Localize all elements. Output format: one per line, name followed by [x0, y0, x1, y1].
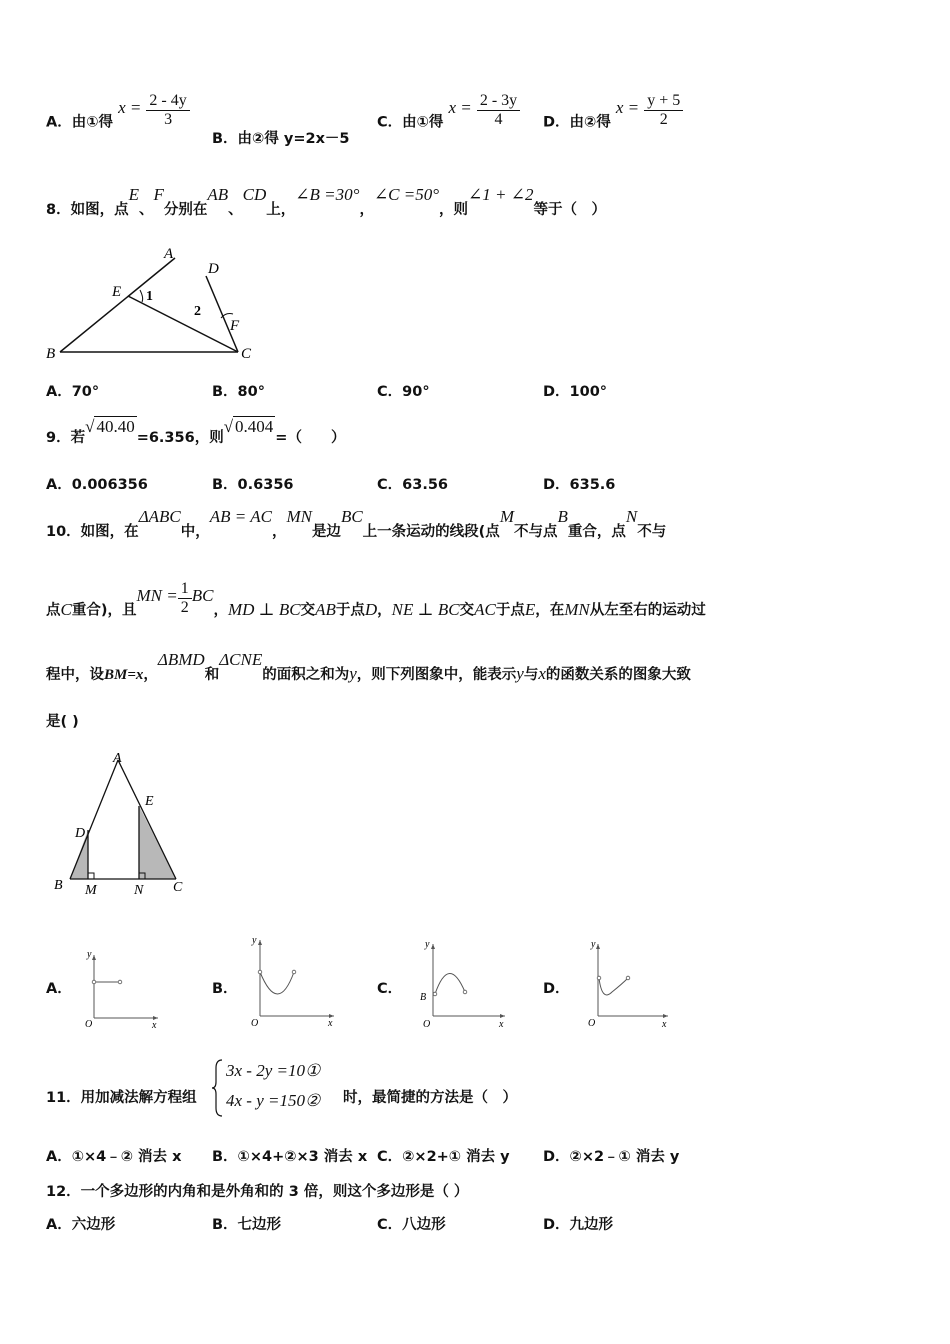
svg-text:O: O — [251, 1018, 259, 1029]
q8-option-a[interactable]: A．70° — [46, 384, 100, 400]
q10-label-d: D — [75, 826, 86, 841]
q12-option-a[interactable]: A．六边形 — [46, 1217, 116, 1233]
q12-option-d[interactable]: D．九边形 — [543, 1217, 614, 1233]
q7-a-fraction: $\frac{2 - 4y}{3}$ — [146, 92, 189, 129]
q12-option-c[interactable]: C．八边形 — [377, 1217, 446, 1233]
svg-text:x: x — [152, 1020, 157, 1031]
q10-label-e: E — [145, 794, 154, 809]
q8-label-1: 1 — [146, 289, 153, 304]
svg-text:O: O — [423, 1019, 431, 1030]
q11-eq2: 4x - y =150② — [226, 1091, 321, 1110]
q10-graph-b[interactable] — [242, 932, 337, 1032]
q10-stem-line1: 10．如图，在ΔABC中，AB = AC，MN是边BC上一条运动的线段(点M不与点B重合，点N不与 — [46, 507, 667, 540]
svg-text:y: y — [425, 939, 430, 950]
q10-option-a[interactable]: A． — [46, 981, 72, 997]
q10-option-b[interactable]: B． — [212, 981, 238, 997]
q11-brace — [210, 1058, 224, 1118]
q8-label-a: A — [164, 246, 174, 262]
q10-graph-d[interactable] — [582, 936, 672, 1032]
svg-text:x: x — [662, 1019, 667, 1030]
q8-figure — [40, 240, 270, 370]
svg-text:x: x — [499, 1019, 504, 1030]
q9-option-d[interactable]: D．635.6 — [543, 477, 616, 493]
q10-label-n: N — [134, 883, 144, 898]
q7-option-c[interactable]: C．由①得 x = $\frac{2 - 3y}{4}$ — [377, 104, 520, 141]
q10-stem-line2: 点C重合)，且MN = $\frac{1}{2}$ BC，MD ⊥ BC交AB于点D，NE ⊥ BC交AC于点E，在MN从左至右的运动过 — [46, 580, 706, 619]
q10-option-d[interactable]: D． — [543, 981, 570, 997]
q8-label-c: C — [241, 346, 252, 362]
q9-option-b[interactable]: B．0.6356 — [212, 477, 294, 493]
q7-option-d[interactable]: D．由②得 x = $\frac{y + 5}{2}$ — [543, 104, 683, 141]
svg-text:y: y — [87, 949, 92, 960]
q11-option-a[interactable]: A．①×4﹣② 消去 x — [46, 1149, 182, 1165]
q11-eq1: 3x - 2y =10① — [226, 1061, 321, 1080]
q10-label-a: A — [113, 751, 122, 766]
q12-option-b[interactable]: B．七边形 — [212, 1217, 282, 1233]
svg-text:O: O — [588, 1018, 596, 1029]
q7-option-a[interactable]: A．由①得 x = $\frac{2 - 4y}{3}$ — [46, 104, 190, 141]
q10-stem-line3: 程中，设BM=x，ΔBMD和ΔCNE的面积之和为y，则下列图象中，能表示y与x的函数关系的图象大致 — [46, 650, 691, 683]
q8-option-c[interactable]: C．90° — [377, 384, 430, 400]
q10-graph-a[interactable] — [80, 945, 162, 1031]
q7-option-b[interactable]: B．由②得 y=2x－5 — [212, 131, 350, 147]
q10-stem-line4: 是( ) — [46, 714, 79, 730]
q10-triangle-figure — [50, 748, 200, 900]
q10-label-b: B — [54, 878, 63, 893]
q10-graph-c[interactable] — [415, 936, 510, 1032]
q7-d-fraction: $\frac{y + 5}{2}$ — [644, 92, 683, 129]
q7-c-fraction: $\frac{2 - 3y}{4}$ — [477, 92, 520, 129]
q8-label-d: D — [208, 261, 219, 277]
q8-label-f: F — [230, 318, 240, 334]
svg-text:O: O — [85, 1019, 93, 1030]
q8-stem: 8．如图，点E、F分别在AB、CD上，∠B =30°，∠C =50°，则∠1 + ∠2等于（ ） — [46, 185, 607, 218]
q8-option-d[interactable]: D．100° — [543, 384, 608, 400]
q9-stem: 9．若√ 40.40=6.356，则√ 0.404=（ ） — [46, 417, 346, 446]
q8-label-e: E — [112, 284, 122, 300]
svg-text:B: B — [420, 992, 427, 1003]
q11-option-b[interactable]: B．①×4+②×3 消去 x — [212, 1149, 368, 1165]
q9-option-c[interactable]: C．63.56 — [377, 477, 449, 493]
svg-text:y: y — [252, 935, 257, 946]
q10-option-c[interactable]: C． — [377, 981, 403, 997]
q12-stem: 12．一个多边形的内角和是外角和的 3 倍，则这个多边形是（ ） — [46, 1184, 469, 1200]
q8-label-2: 2 — [194, 304, 201, 319]
q8-option-b[interactable]: B．80° — [212, 384, 265, 400]
q11-stem: 11．用加减法解方程组 — [46, 1090, 197, 1106]
svg-text:x: x — [328, 1018, 333, 1029]
q8-label-b: B — [46, 346, 56, 362]
q11-option-c[interactable]: C．②×2+① 消去 y — [377, 1149, 510, 1165]
q11-stem-tail: 时，最简捷的方法是（ ） — [343, 1090, 517, 1106]
svg-text:y: y — [591, 939, 596, 950]
q9-option-a[interactable]: A．0.006356 — [46, 477, 148, 493]
q11-option-d[interactable]: D．②×2﹣① 消去 y — [543, 1149, 680, 1165]
q10-label-c: C — [173, 880, 183, 895]
q10-label-m: M — [85, 883, 97, 898]
